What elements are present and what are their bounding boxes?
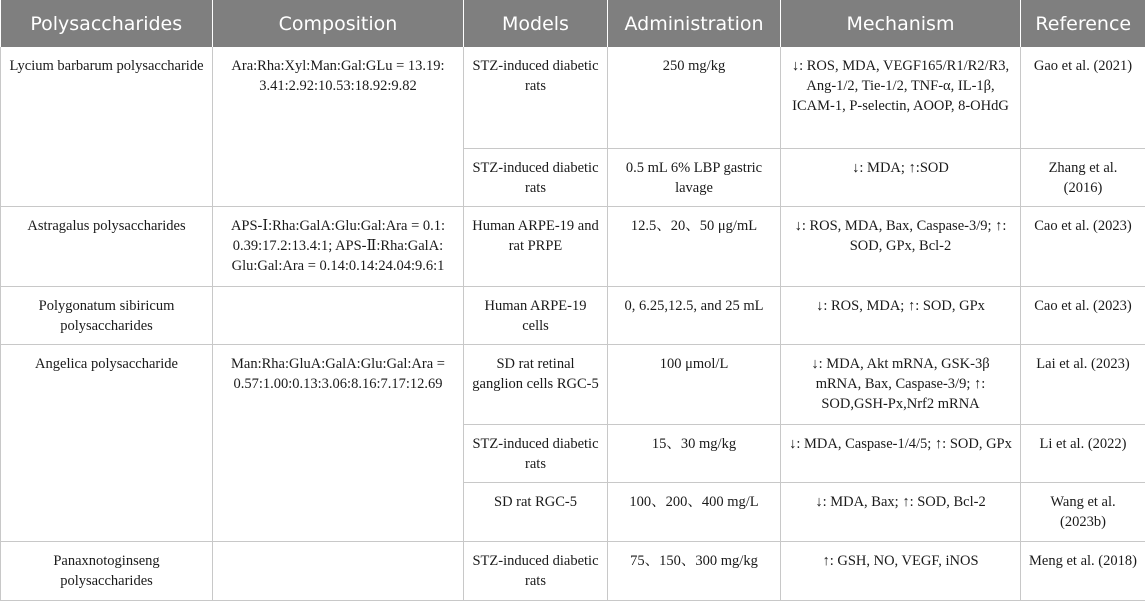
administration-cell: 100、200、400 mg/L — [608, 482, 781, 541]
reference-cell: Lai et al. (2023) — [1021, 344, 1145, 424]
composition-cell: Man:Rha:GluA:GalA:Glu:Gal:Ara = 0.57:1.00:0.13:3.06:8.16:7.17:12.69 — [213, 344, 464, 541]
mechanism-cell: ↓: MDA, Bax; ↑: SOD, Bcl-2 — [781, 482, 1021, 541]
mechanism-cell: ↑: GSH, NO, VEGF, iNOS — [781, 541, 1021, 600]
table-row — [1, 344, 1145, 424]
header-administration: Administration — [608, 0, 781, 47]
model-cell: STZ-induced diabetic rats — [464, 424, 608, 482]
polysaccharide-cell: Polygonatum sibiricum polysaccharides — [1, 286, 213, 344]
mechanism-cell: ↓: MDA; ↑:SOD — [781, 148, 1021, 206]
reference-cell: Cao et al. (2023) — [1021, 206, 1145, 286]
table-row — [1, 206, 1145, 286]
polysaccharide-cell: Panaxnotoginseng polysaccharides — [1, 541, 213, 600]
header-polysaccharides: Polysaccharides — [1, 0, 213, 47]
administration-cell: 12.5、20、50 μg/mL — [608, 206, 781, 286]
reference-cell: Zhang et al. (2016) — [1021, 148, 1145, 206]
model-cell: STZ-induced diabetic rats — [464, 541, 608, 600]
model-cell: Human ARPE-19 cells — [464, 286, 608, 344]
table-row — [1, 541, 1145, 600]
mechanism-cell: ↓: MDA, Caspase-1/4/5; ↑: SOD, GPx — [781, 424, 1021, 482]
header-reference: Reference — [1021, 0, 1145, 47]
composition-cell — [213, 286, 464, 344]
reference-cell: Cao et al. (2023) — [1021, 286, 1145, 344]
model-cell: STZ-induced diabetic rats — [464, 148, 608, 206]
composition-cell: APS-Ⅰ:Rha:GalA:Glu:Gal:Ara = 0.1: 0.39:17.2:13.4:1; APS-Ⅱ:Rha:GalA: Glu:Gal:Ara = 0.14:0.14:24.04:9.6:1 — [213, 206, 464, 286]
model-cell: SD rat RGC-5 — [464, 482, 608, 541]
header-row — [1, 0, 1145, 47]
administration-cell: 250 mg/kg — [608, 47, 781, 148]
model-cell: STZ-induced diabetic rats — [464, 47, 608, 148]
polysaccharide-cell: Angelica polysaccharide — [1, 344, 213, 541]
administration-cell: 75、150、300 mg/kg — [608, 541, 781, 600]
reference-cell: Gao et al. (2021) — [1021, 47, 1145, 148]
polysaccharide-cell: Lycium barbarum polysaccharide — [1, 47, 213, 206]
polysaccharide-cell: Astragalus polysaccharides — [1, 206, 213, 286]
reference-cell: Meng et al. (2018) — [1021, 541, 1145, 600]
composition-cell — [213, 541, 464, 600]
header-models: Models — [464, 0, 608, 47]
mechanism-cell: ↓: MDA, Akt mRNA, GSK-3β mRNA, Bax, Caspase-3/9; ↑: SOD,GSH-Px,Nrf2 mRNA — [781, 344, 1021, 424]
model-cell: SD rat retinal ganglion cells RGC-5 — [464, 344, 608, 424]
header-mechanism: Mechanism — [781, 0, 1021, 47]
mechanism-cell: ↓: ROS, MDA, Bax, Caspase-3/9; ↑: SOD, GPx, Bcl-2 — [781, 206, 1021, 286]
header-composition: Composition — [213, 0, 464, 47]
reference-cell: Wang et al. (2023b) — [1021, 482, 1145, 541]
administration-cell: 15、30 mg/kg — [608, 424, 781, 482]
table-row — [1, 286, 1145, 344]
administration-cell: 0.5 mL 6% LBP gastric lavage — [608, 148, 781, 206]
model-cell: Human ARPE-19 and rat PRPE — [464, 206, 608, 286]
table-row — [1, 47, 1145, 148]
administration-cell: 100 μmol/L — [608, 344, 781, 424]
administration-cell: 0, 6.25,12.5, and 25 mL — [608, 286, 781, 344]
mechanism-cell: ↓: ROS, MDA, VEGF165/R1/R2/R3, Ang-1/2, Tie-1/2, TNF-α, IL-1β, ICAM-1, P-selectin, AOOP, 8-OHdG — [781, 47, 1021, 148]
mechanism-cell: ↓: ROS, MDA; ↑: SOD, GPx — [781, 286, 1021, 344]
composition-cell: Ara:Rha:Xyl:Man:Gal:GLu = 13.19: 3.41:2.92:10.53:18.92:9.82 — [213, 47, 464, 206]
reference-cell: Li et al. (2022) — [1021, 424, 1145, 482]
